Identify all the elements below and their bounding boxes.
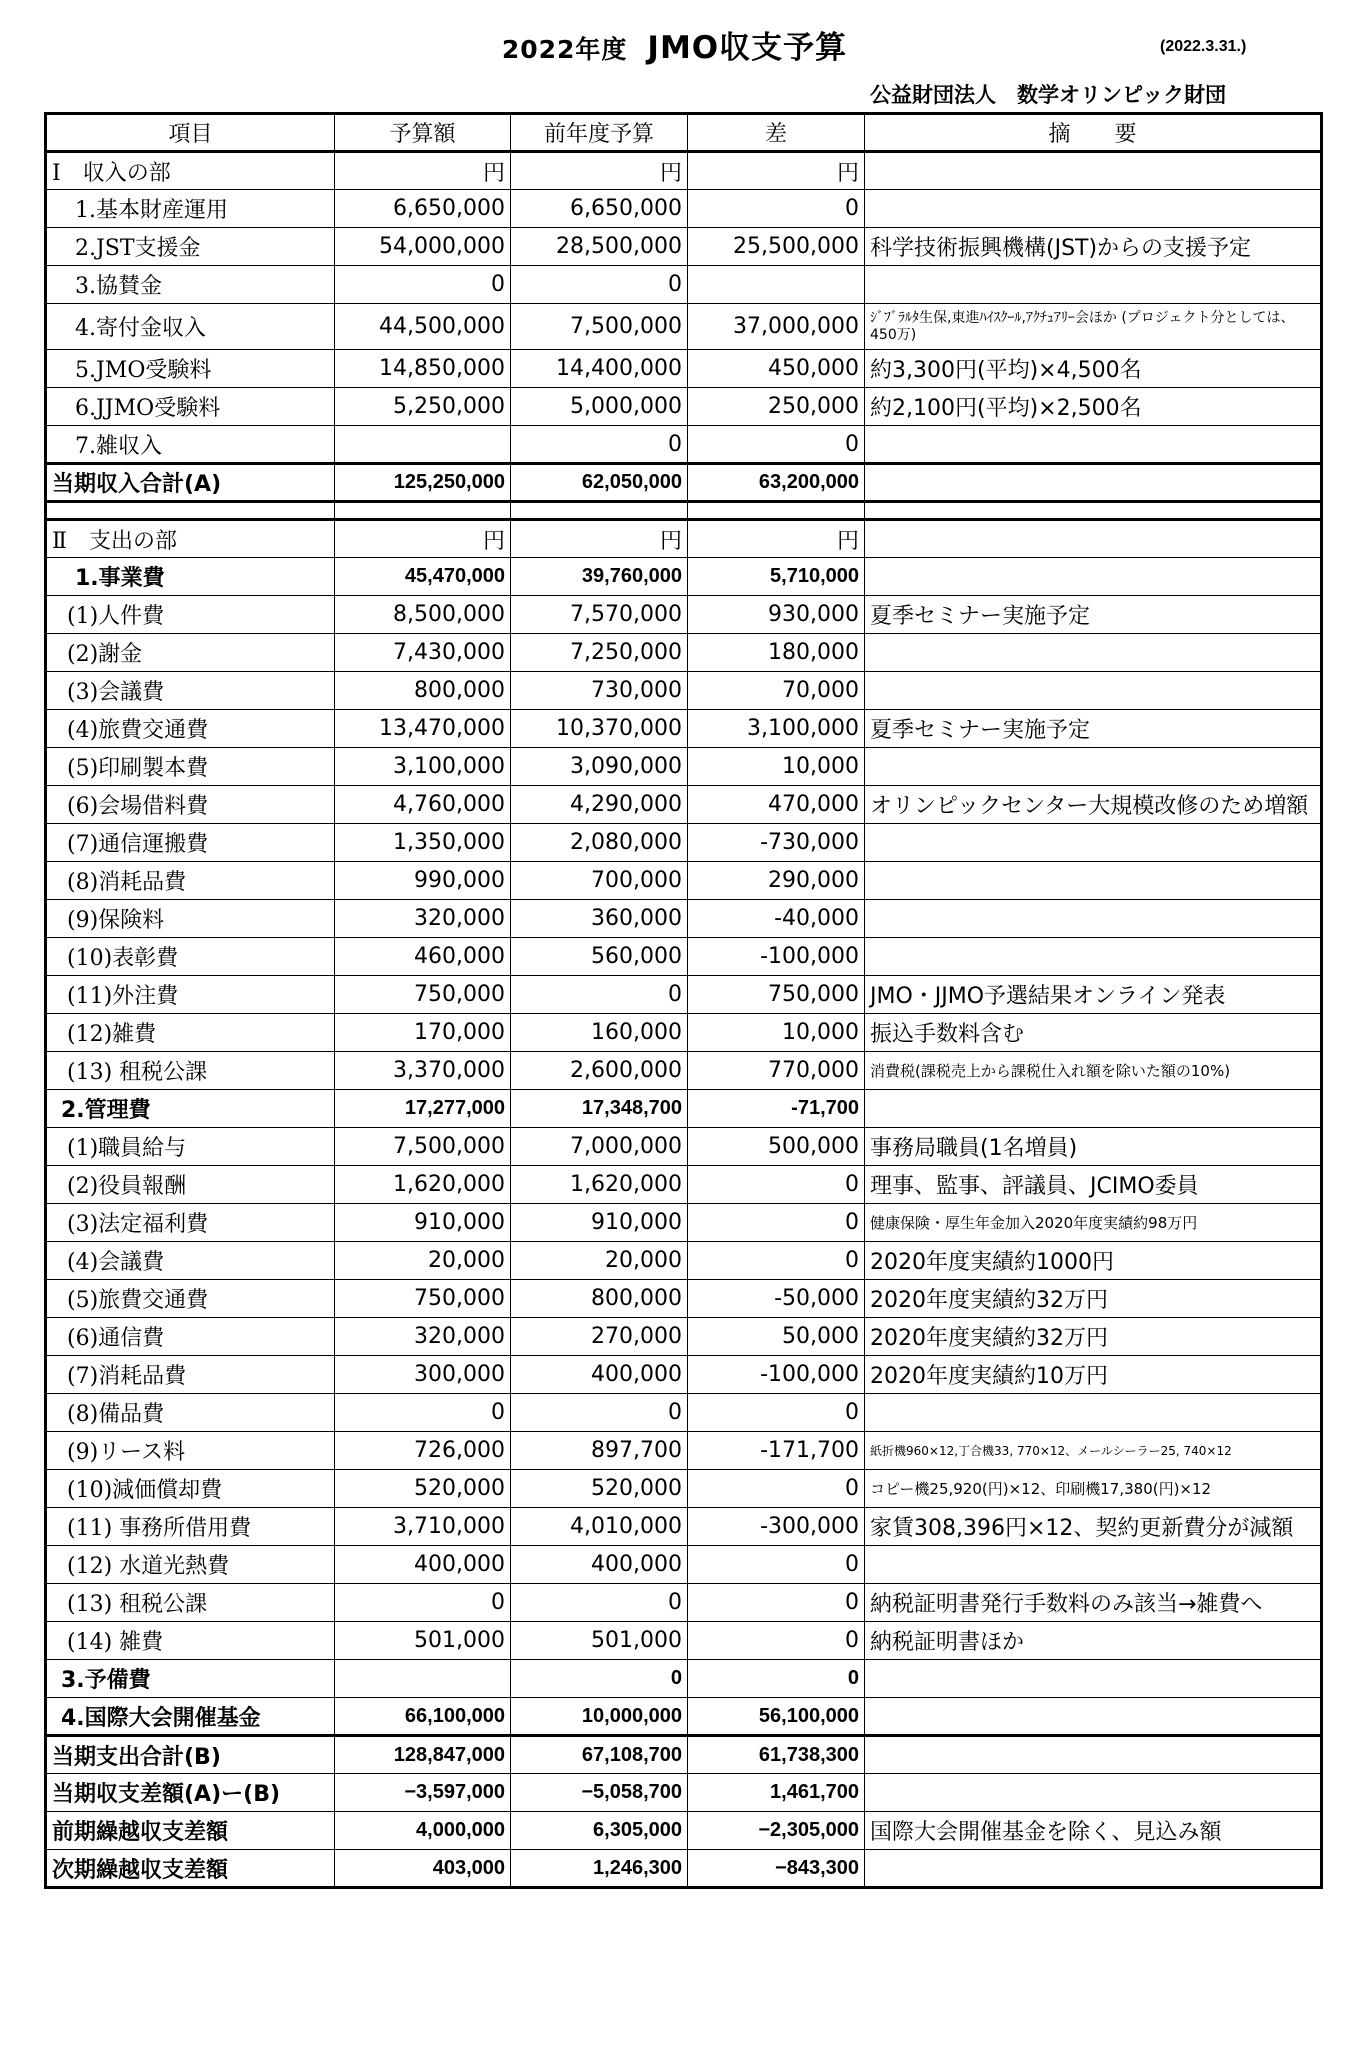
row-prev: 520,000 — [511, 1470, 688, 1508]
row-budget: 403,000 — [335, 1850, 511, 1888]
organization-name: 公益財団法人 数学オリンピック財団 — [870, 83, 1227, 107]
row-diff: 1,461,700 — [688, 1774, 865, 1812]
admin-row — [46, 1470, 1322, 1508]
reserve-row — [46, 1660, 1322, 1698]
row-prev: 400,000 — [511, 1356, 688, 1394]
row-prev: 67,108,700 — [511, 1736, 688, 1774]
row-diff: 61,738,300 — [688, 1736, 865, 1774]
row-diff: 50,000 — [688, 1318, 865, 1356]
row-diff: -40,000 — [688, 900, 865, 938]
admin-row — [46, 1394, 1322, 1432]
column-header-diff: 差 — [688, 114, 865, 152]
row-prev: 7,500,000 — [511, 304, 688, 350]
row-budget — [335, 1660, 511, 1698]
business-row — [46, 824, 1322, 862]
summary-row — [46, 1774, 1322, 1812]
unit-label: 円 — [335, 152, 511, 190]
admin-row — [46, 1166, 1322, 1204]
row-budget: 726,000 — [335, 1432, 511, 1470]
business-subtotal-row — [46, 558, 1322, 596]
row-prev: 62,050,000 — [511, 464, 688, 502]
row-diff: 0 — [688, 1204, 865, 1242]
row-prev: 160,000 — [511, 1014, 688, 1052]
row-prev: 14,400,000 — [511, 350, 688, 388]
row-diff: −2,305,000 — [688, 1812, 865, 1850]
row-prev: 28,500,000 — [511, 228, 688, 266]
row-note: オリンピックセンター大規模改修のため増額 — [865, 786, 1322, 824]
row-note — [865, 1394, 1322, 1432]
row-item: (7)通信運搬費 — [46, 824, 335, 862]
row-diff: 750,000 — [688, 976, 865, 1014]
row-budget: 0 — [335, 1584, 511, 1622]
row-diff: 0 — [688, 1546, 865, 1584]
row-diff: 290,000 — [688, 862, 865, 900]
row-diff: -300,000 — [688, 1508, 865, 1546]
row-item: 2.JST支援金 — [46, 228, 335, 266]
admin-row — [46, 1546, 1322, 1584]
row-diff: 250,000 — [688, 388, 865, 426]
row-prev: 700,000 — [511, 862, 688, 900]
row-note — [865, 824, 1322, 862]
row-prev: 5,000,000 — [511, 388, 688, 426]
row-budget: 460,000 — [335, 938, 511, 976]
row-note — [865, 190, 1322, 228]
row-budget: 520,000 — [335, 1470, 511, 1508]
row-item: (8)消耗品費 — [46, 862, 335, 900]
row-item: 当期収支差額(A)ー(B) — [46, 1774, 335, 1812]
row-budget: 128,847,000 — [335, 1736, 511, 1774]
row-diff: 500,000 — [688, 1128, 865, 1166]
row-prev: 0 — [511, 1394, 688, 1432]
row-diff: 63,200,000 — [688, 464, 865, 502]
row-item: (2)謝金 — [46, 634, 335, 672]
row-diff: 10,000 — [688, 1014, 865, 1052]
row-budget: 7,500,000 — [335, 1128, 511, 1166]
row-budget: 1,350,000 — [335, 824, 511, 862]
row-note — [865, 558, 1322, 596]
row-note — [865, 464, 1322, 502]
row-budget: 320,000 — [335, 900, 511, 938]
table-header-row — [46, 114, 1322, 152]
admin-row — [46, 1280, 1322, 1318]
row-note: コピー機25,920(円)×12、印刷機17,380(円)×12 — [865, 1470, 1322, 1508]
row-budget: 3,100,000 — [335, 748, 511, 786]
admin-row — [46, 1622, 1322, 1660]
document-date: (2022.3.31.) — [1160, 38, 1247, 55]
row-item: (8)備品費 — [46, 1394, 335, 1432]
admin-row — [46, 1128, 1322, 1166]
row-diff: 0 — [688, 1242, 865, 1280]
spacer-cell — [865, 502, 1322, 520]
column-header-note: 摘 要 — [865, 114, 1322, 152]
row-note: 納税証明書発行手数料のみ該当→雑費へ — [865, 1584, 1322, 1622]
row-budget: 4,000,000 — [335, 1812, 511, 1850]
row-note — [865, 634, 1322, 672]
row-budget: 170,000 — [335, 1014, 511, 1052]
row-item: (3)会議費 — [46, 672, 335, 710]
row-prev: 910,000 — [511, 1204, 688, 1242]
income-section-row — [46, 152, 1322, 190]
business-row — [46, 862, 1322, 900]
row-diff: 0 — [688, 1584, 865, 1622]
row-diff: -100,000 — [688, 938, 865, 976]
row-budget: 8,500,000 — [335, 596, 511, 634]
row-note: JMO・JJMO予選結果オンライン発表 — [865, 976, 1322, 1014]
business-row — [46, 710, 1322, 748]
column-header-item: 項目 — [46, 114, 335, 152]
row-item: 5.JMO受験料 — [46, 350, 335, 388]
income-row — [46, 228, 1322, 266]
row-item: (9)保険料 — [46, 900, 335, 938]
row-note — [865, 152, 1322, 190]
row-budget: 6,650,000 — [335, 190, 511, 228]
expense-total-row — [46, 1736, 1322, 1774]
row-note — [865, 862, 1322, 900]
business-row — [46, 748, 1322, 786]
expense-section-row — [46, 520, 1322, 558]
spacer-cell — [688, 502, 865, 520]
row-prev: 360,000 — [511, 900, 688, 938]
row-diff: 37,000,000 — [688, 304, 865, 350]
row-item: (4)会議費 — [46, 1242, 335, 1280]
row-prev: 2,600,000 — [511, 1052, 688, 1090]
income-row — [46, 190, 1322, 228]
admin-row — [46, 1508, 1322, 1546]
row-prev: 6,650,000 — [511, 190, 688, 228]
row-item: (5)旅費交通費 — [46, 1280, 335, 1318]
unit-label: 円 — [335, 520, 511, 558]
row-budget: 0 — [335, 266, 511, 304]
row-note — [865, 1090, 1322, 1128]
admin-row — [46, 1356, 1322, 1394]
row-note: 紙折機960×12,丁合機33, 770×12、メールシーラー25, 740×12 — [865, 1432, 1322, 1470]
row-item: 3.協賛金 — [46, 266, 335, 304]
row-budget: 125,250,000 — [335, 464, 511, 502]
row-item: (13) 租税公課 — [46, 1584, 335, 1622]
row-prev: −5,058,700 — [511, 1774, 688, 1812]
admin-row — [46, 1432, 1322, 1470]
row-item: (3)法定福利費 — [46, 1204, 335, 1242]
income-row — [46, 266, 1322, 304]
row-note — [865, 1774, 1322, 1812]
row-prev: 0 — [511, 1584, 688, 1622]
row-prev: 3,090,000 — [511, 748, 688, 786]
income-total-row — [46, 464, 1322, 502]
row-note: 消費税(課税売上から課税仕入れ額を除いた額の10%) — [865, 1052, 1322, 1090]
row-note — [865, 900, 1322, 938]
row-budget: 54,000,000 — [335, 228, 511, 266]
row-item: 2.管理費 — [46, 1090, 335, 1128]
admin-row — [46, 1204, 1322, 1242]
row-budget: 3,370,000 — [335, 1052, 511, 1090]
row-prev: 1,620,000 — [511, 1166, 688, 1204]
row-budget: 800,000 — [335, 672, 511, 710]
admin-row — [46, 1318, 1322, 1356]
row-budget: 45,470,000 — [335, 558, 511, 596]
row-budget — [335, 426, 511, 464]
row-note: 科学技術振興機構(JST)からの支援予定 — [865, 228, 1322, 266]
row-item: (1)人件費 — [46, 596, 335, 634]
row-item: (10)表彰費 — [46, 938, 335, 976]
row-prev: 897,700 — [511, 1432, 688, 1470]
title-text: JMO収支予算 — [647, 30, 848, 66]
unit-label: 円 — [688, 520, 865, 558]
row-diff: 450,000 — [688, 350, 865, 388]
row-budget: 750,000 — [335, 976, 511, 1014]
row-diff: 3,100,000 — [688, 710, 865, 748]
row-note: 振込手数料含む — [865, 1014, 1322, 1052]
row-note — [865, 672, 1322, 710]
row-diff: -730,000 — [688, 824, 865, 862]
row-item: 前期繰越収支差額 — [46, 1812, 335, 1850]
row-item: 4.国際大会開催基金 — [46, 1698, 335, 1736]
income-row — [46, 304, 1322, 350]
admin-row — [46, 1584, 1322, 1622]
row-item: (11)外注費 — [46, 976, 335, 1014]
spacer-cell — [511, 502, 688, 520]
row-diff — [688, 266, 865, 304]
row-diff: 0 — [688, 190, 865, 228]
row-prev: 10,000,000 — [511, 1698, 688, 1736]
row-note: 2020年度実績約32万円 — [865, 1318, 1322, 1356]
row-prev: 501,000 — [511, 1622, 688, 1660]
row-item: (7)消耗品費 — [46, 1356, 335, 1394]
row-note: 納税証明書ほか — [865, 1622, 1322, 1660]
row-item: 3.予備費 — [46, 1660, 335, 1698]
row-item: 次期繰越収支差額 — [46, 1850, 335, 1888]
row-note: 夏季セミナー実施予定 — [865, 710, 1322, 748]
row-note — [865, 520, 1322, 558]
row-note: 国際大会開催基金を除く、見込み額 — [865, 1812, 1322, 1850]
row-item: 4.寄付金収入 — [46, 304, 335, 350]
row-budget: 1,620,000 — [335, 1166, 511, 1204]
row-item: (9)リース料 — [46, 1432, 335, 1470]
row-diff: 56,100,000 — [688, 1698, 865, 1736]
row-prev: 270,000 — [511, 1318, 688, 1356]
business-row — [46, 1052, 1322, 1090]
business-row — [46, 786, 1322, 824]
row-diff: 770,000 — [688, 1052, 865, 1090]
row-note: 健康保険・厚生年金加入2020年度実績約98万円 — [865, 1204, 1322, 1242]
row-note: 約2,100円(平均)×2,500名 — [865, 388, 1322, 426]
row-diff: 0 — [688, 1660, 865, 1698]
row-item: 1.基本財産運用 — [46, 190, 335, 228]
row-prev: 560,000 — [511, 938, 688, 976]
row-diff: 0 — [688, 426, 865, 464]
row-budget: 3,710,000 — [335, 1508, 511, 1546]
row-budget: 910,000 — [335, 1204, 511, 1242]
row-prev: 1,246,300 — [511, 1850, 688, 1888]
row-note — [865, 266, 1322, 304]
row-item: (12) 水道光熱費 — [46, 1546, 335, 1584]
row-budget: 5,250,000 — [335, 388, 511, 426]
row-note — [865, 1698, 1322, 1736]
row-item: 当期収入合計(A) — [46, 464, 335, 502]
business-row — [46, 938, 1322, 976]
row-note — [865, 1850, 1322, 1888]
row-budget: 66,100,000 — [335, 1698, 511, 1736]
row-diff: 25,500,000 — [688, 228, 865, 266]
income-row — [46, 426, 1322, 464]
row-diff: 0 — [688, 1166, 865, 1204]
row-prev: 7,000,000 — [511, 1128, 688, 1166]
spacer-cell — [46, 502, 335, 520]
row-prev: 17,348,700 — [511, 1090, 688, 1128]
row-budget: 4,760,000 — [335, 786, 511, 824]
row-diff: 180,000 — [688, 634, 865, 672]
row-prev: 39,760,000 — [511, 558, 688, 596]
spacer-row — [46, 502, 1322, 520]
row-diff: −843,300 — [688, 1850, 865, 1888]
row-prev: 4,010,000 — [511, 1508, 688, 1546]
row-note — [865, 1546, 1322, 1584]
row-note: ｼﾞﾌﾞﾗﾙﾀ生保,東進ﾊｲｽｸｰﾙ,ｱｸﾁｭｱﾘｰ会ほか (プロジェクト分としては、450万) — [865, 304, 1322, 350]
row-budget: 44,500,000 — [335, 304, 511, 350]
row-note — [865, 426, 1322, 464]
row-prev: 7,570,000 — [511, 596, 688, 634]
row-item: (11) 事務所借用費 — [46, 1508, 335, 1546]
row-diff: 70,000 — [688, 672, 865, 710]
section-label: Ⅱ 支出の部 — [46, 520, 335, 558]
row-budget: 990,000 — [335, 862, 511, 900]
row-budget: 7,430,000 — [335, 634, 511, 672]
row-diff: 5,710,000 — [688, 558, 865, 596]
row-budget: 13,470,000 — [335, 710, 511, 748]
business-row — [46, 976, 1322, 1014]
row-item: (6)通信費 — [46, 1318, 335, 1356]
row-prev: 20,000 — [511, 1242, 688, 1280]
row-note: 夏季セミナー実施予定 — [865, 596, 1322, 634]
business-row — [46, 900, 1322, 938]
row-budget: 501,000 — [335, 1622, 511, 1660]
row-note: 2020年度実績約32万円 — [865, 1280, 1322, 1318]
row-item: (5)印刷製本費 — [46, 748, 335, 786]
row-budget: 300,000 — [335, 1356, 511, 1394]
business-row — [46, 1014, 1322, 1052]
row-diff: -171,700 — [688, 1432, 865, 1470]
business-row — [46, 596, 1322, 634]
row-diff: -71,700 — [688, 1090, 865, 1128]
row-note: 事務局職員(1名増員) — [865, 1128, 1322, 1166]
spacer-cell — [335, 502, 511, 520]
row-prev: 10,370,000 — [511, 710, 688, 748]
row-budget: 750,000 — [335, 1280, 511, 1318]
row-note — [865, 938, 1322, 976]
document-title — [0, 22, 1349, 67]
fund-row — [46, 1698, 1322, 1736]
row-note: 約3,300円(平均)×4,500名 — [865, 350, 1322, 388]
row-budget: 400,000 — [335, 1546, 511, 1584]
row-item: (2)役員報酬 — [46, 1166, 335, 1204]
row-item: (12)雑費 — [46, 1014, 335, 1052]
row-diff: -50,000 — [688, 1280, 865, 1318]
row-note: 家賃308,396円×12、契約更新費分が減額 — [865, 1508, 1322, 1546]
unit-label: 円 — [511, 152, 688, 190]
income-row — [46, 388, 1322, 426]
row-prev: 400,000 — [511, 1546, 688, 1584]
row-item: (1)職員給与 — [46, 1128, 335, 1166]
row-prev: 2,080,000 — [511, 824, 688, 862]
row-diff: 470,000 — [688, 786, 865, 824]
budget-table — [44, 112, 1323, 1889]
row-item: (6)会場借料費 — [46, 786, 335, 824]
row-diff: 0 — [688, 1470, 865, 1508]
row-note — [865, 748, 1322, 786]
row-prev: 0 — [511, 976, 688, 1014]
business-row — [46, 672, 1322, 710]
column-header-prev: 前年度予算 — [511, 114, 688, 152]
section-label: Ⅰ 収入の部 — [46, 152, 335, 190]
row-prev: 800,000 — [511, 1280, 688, 1318]
row-note — [865, 1660, 1322, 1698]
row-diff: 930,000 — [688, 596, 865, 634]
row-prev: 7,250,000 — [511, 634, 688, 672]
summary-row — [46, 1850, 1322, 1888]
row-budget: 17,277,000 — [335, 1090, 511, 1128]
row-note — [865, 1736, 1322, 1774]
row-diff: 0 — [688, 1622, 865, 1660]
row-prev: 4,290,000 — [511, 786, 688, 824]
summary-row — [46, 1812, 1322, 1850]
row-prev: 0 — [511, 426, 688, 464]
row-prev: 730,000 — [511, 672, 688, 710]
business-row — [46, 634, 1322, 672]
row-budget: 14,850,000 — [335, 350, 511, 388]
row-budget: −3,597,000 — [335, 1774, 511, 1812]
row-budget: 320,000 — [335, 1318, 511, 1356]
row-budget: 0 — [335, 1394, 511, 1432]
row-budget: 20,000 — [335, 1242, 511, 1280]
row-prev: 0 — [511, 266, 688, 304]
row-diff: 10,000 — [688, 748, 865, 786]
row-diff: 0 — [688, 1394, 865, 1432]
row-item: 6.JJMO受験料 — [46, 388, 335, 426]
admin-row — [46, 1242, 1322, 1280]
fiscal-year: 2022年度 — [501, 35, 628, 64]
row-prev: 6,305,000 — [511, 1812, 688, 1850]
row-diff: -100,000 — [688, 1356, 865, 1394]
row-prev: 0 — [511, 1660, 688, 1698]
row-note: 2020年度実績約10万円 — [865, 1356, 1322, 1394]
row-item: 7.雑収入 — [46, 426, 335, 464]
row-note: 理事、監事、評議員、JCIMO委員 — [865, 1166, 1322, 1204]
row-item: (4)旅費交通費 — [46, 710, 335, 748]
row-item: (13) 租税公課 — [46, 1052, 335, 1090]
row-item: (10)減価償却費 — [46, 1470, 335, 1508]
row-item: 1.事業費 — [46, 558, 335, 596]
row-item: 当期支出合計(B) — [46, 1736, 335, 1774]
admin-subtotal-row — [46, 1090, 1322, 1128]
unit-label: 円 — [688, 152, 865, 190]
row-item: (14) 雑費 — [46, 1622, 335, 1660]
row-note: 2020年度実績約1000円 — [865, 1242, 1322, 1280]
unit-label: 円 — [511, 520, 688, 558]
column-header-budget: 予算額 — [335, 114, 511, 152]
income-row — [46, 350, 1322, 388]
